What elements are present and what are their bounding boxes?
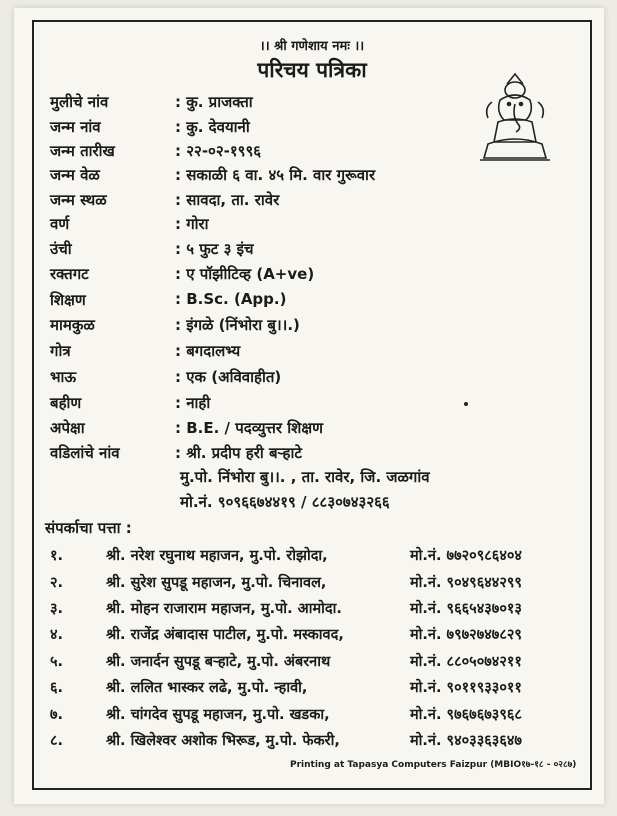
contact-heading: संपर्काचा पत्ता : [45,519,132,537]
contact-row [50,545,570,567]
detail-label: वडिलांचे नांव [50,444,120,462]
contact-name: श्री. ललित भास्कर लढे, मु.पो. न्हावी, [106,680,308,696]
contact-number: ७. [50,707,64,723]
contact-row [50,598,570,620]
detail-label: उंची [50,240,72,258]
detail-value: : गोरा [175,215,209,233]
detail-label: रक्तगट [50,265,89,283]
detail-value: : B.E. / पदव्युत्तर शिक्षण [175,419,323,437]
contact-row [50,730,570,752]
contact-number: ६. [50,680,64,696]
detail-value: : एक (अविवाहीत) [175,368,282,386]
detail-value: : बगदालभ्य [175,342,241,360]
detail-value: : नाही [175,394,211,412]
contact-mobile: मो.नं. ९०४९६४४२९९ [410,575,522,591]
contact-number: ८. [50,733,64,749]
detail-label: जन्म वेळ [50,166,100,184]
contact-mobile: मो.नं. ७९७२७४७८२९ [410,627,522,643]
contact-name: श्री. खिलेश्वर अशोक भिरूड, मु.पो. फेकरी, [106,733,340,749]
detail-value: : कु. देवयानी [175,118,250,136]
contact-mobile: मो.नं. ९४०३३६३६४७ [410,733,522,749]
contact-name: श्री. जनार्दन सुपडू बऱ्हाटे, मु.पो. अंबरनाथ [106,654,331,670]
contact-row [50,677,570,699]
detail-value: : २२-०२-१९९६ [175,142,262,160]
contact-number: ३. [50,601,64,617]
detail-value: : ५ फुट ३ इंच [175,240,254,258]
contact-row [50,624,570,646]
detail-label: गोत्र [50,342,71,360]
detail-value: : श्री. प्रदीप हरी बऱ्हाटे [175,444,302,462]
contact-mobile: मो.नं. ९०११९३३०११ [410,680,522,696]
detail-label: शिक्षण [50,291,86,309]
detail-label: वर्ण [50,215,70,233]
speck [464,402,468,406]
contact-mobile: मो.नं. ९६६५४३७०१३ [410,601,522,617]
father-mobile: मो.नं. ९०९६६७४४१९ / ८८३०७४३२६६ [180,493,390,511]
detail-label: जन्म नांव [50,118,101,136]
contact-mobile: मो.नं. ८८०५०७४२११ [410,654,522,670]
detail-label: बहीण [50,394,82,412]
detail-value: : सावदा, ता. रावेर [175,191,280,209]
father-address: मु.पो. निंभोरा बु।।. , ता. रावेर, जि. जळगांव [180,468,430,486]
ganesha-icon [470,72,560,164]
detail-value: : कु. प्राजक्ता [175,93,253,111]
contact-mobile: मो.नं. ७७२०९८६४०४ [410,548,522,564]
detail-label: मुलीचे नांव [50,93,109,111]
contact-number: ५. [50,654,64,670]
contact-name: श्री. राजेंद्र अंबादास पाटील, मु.पो. मस्कावद, [106,627,344,643]
contact-row [50,572,570,594]
contact-row [50,651,570,673]
detail-label: जन्म स्थळ [50,191,107,209]
detail-label: मामकुळ [50,316,95,334]
contact-number: १. [50,548,64,564]
invocation-line: ।। श्री गणेशाय नमः ।। [259,39,365,54]
contact-number: ४. [50,627,64,643]
contact-name: श्री. नरेश रघुनाथ महाजन, मु.पो. रोझोदा, [106,548,328,564]
contact-mobile: मो.नं. ९७६७६७३९६८ [410,707,522,723]
printer-credit: Printing at Tapasya Computers Faizpur (MBIO१७-१८ - ०२८७) [290,760,577,770]
page-title: परिचय पत्रिका [257,58,367,82]
contact-number: २. [50,575,64,591]
detail-value: : सकाळी ६ वा. ४५ मि. वार गुरूवार [175,166,376,184]
detail-label: भाऊ [50,368,77,386]
detail-value: : इंगळे (निंभोरा बु।।.) [175,316,300,334]
contact-name: श्री. चांगदेव सुपडू महाजन, मु.पो. खडका, [106,707,330,723]
contact-row [50,704,570,726]
detail-label: जन्म तारीख [50,142,115,160]
detail-label: अपेक्षा [50,419,85,437]
contact-name: श्री. सुरेश सुपडू महाजन, मु.पो. चिनावल, [106,575,327,591]
contact-name: श्री. मोहन राजाराम महाजन, मु.पो. आमोदा. [106,601,342,617]
detail-value: : ए पॉझीटिव्ह (A+ve) [175,265,315,283]
detail-value: : B.Sc. (App.) [175,290,287,308]
